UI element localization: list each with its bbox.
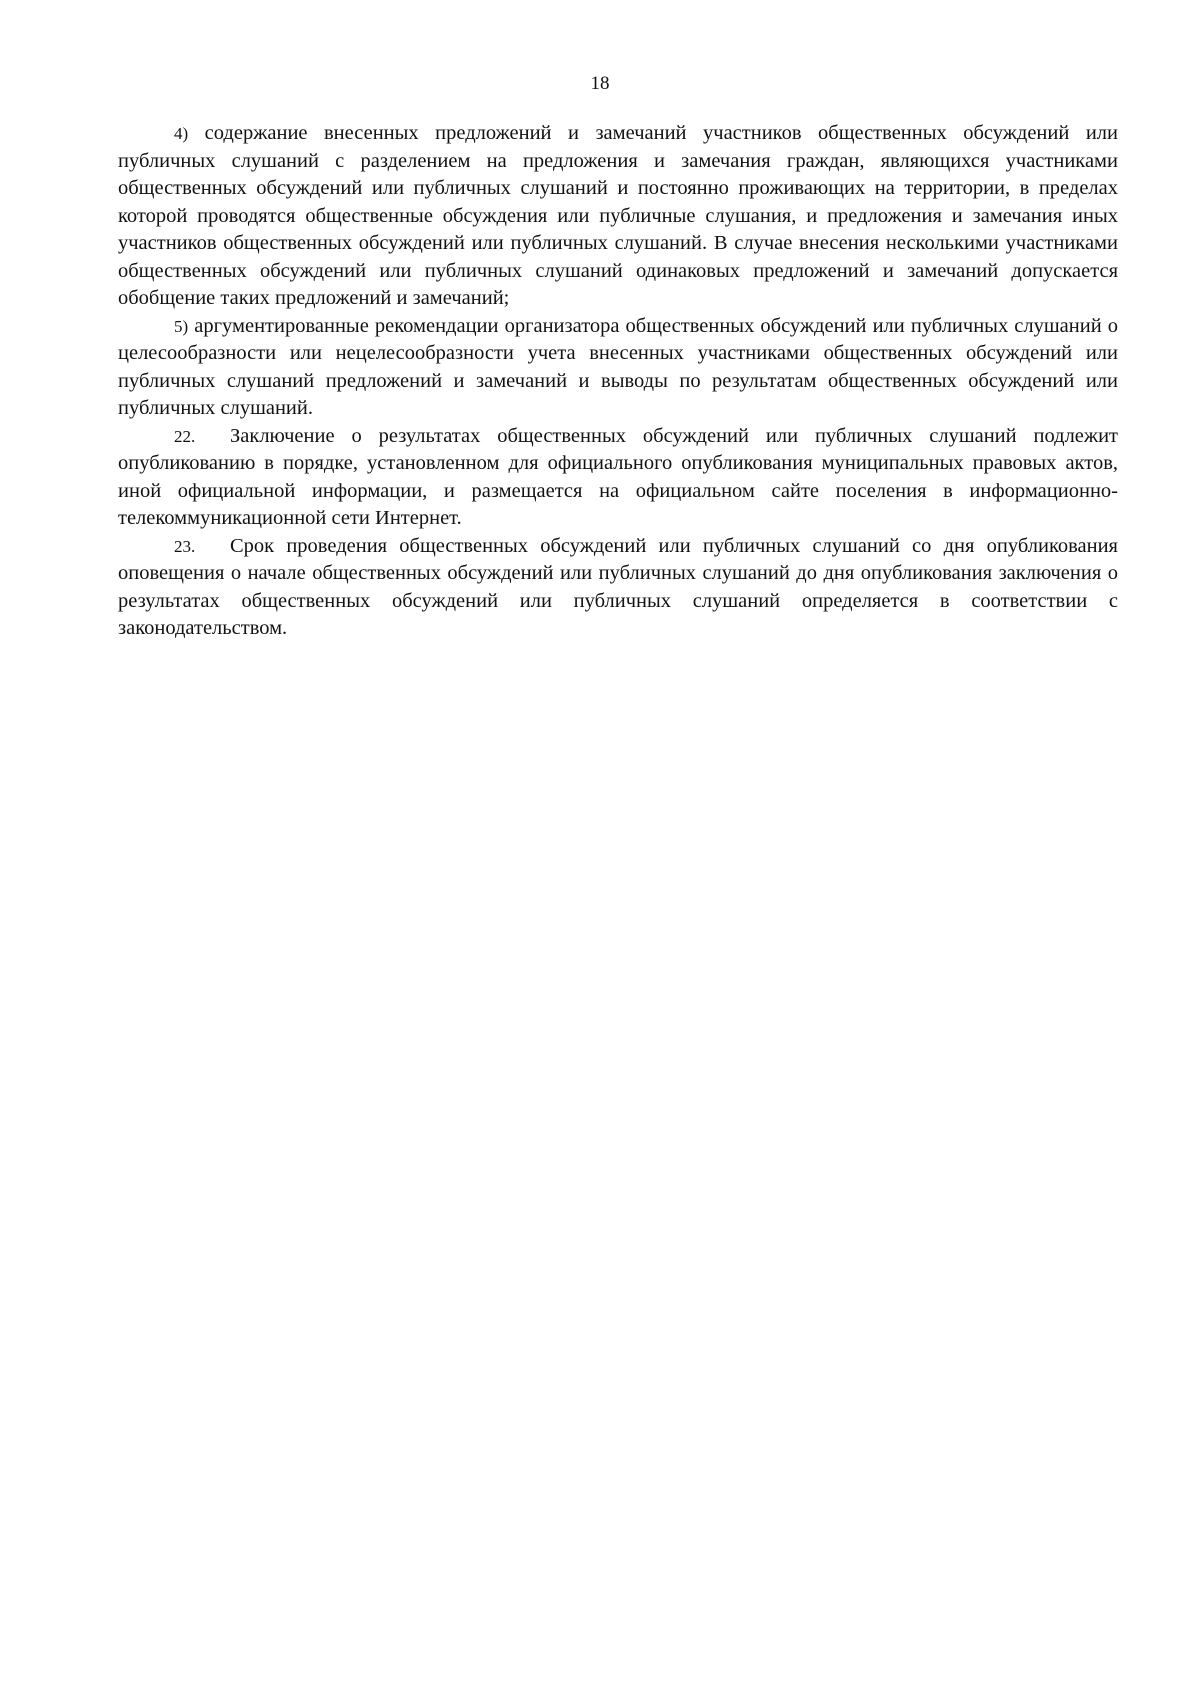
- clause-23-text: Срок проведения общественных обсуждений или публичных слушаний со дня опубликования оповещения о начале общественных обсуждений или публичных слушаний до дня опубликования заключения о результатах общественных обсуждений или публичных слушаний определяется в соответствии с законодательством.: [118, 534, 1118, 639]
- subitem-5-marker: 5): [174, 316, 189, 336]
- subitem-5: [118, 313, 1118, 423]
- clause-22-number: 22.: [174, 426, 196, 446]
- clause-23: [118, 533, 1118, 643]
- subitem-5-text: аргументированные рекомендации организатора общественных обсуждений или публичных слушаний о целесообразности или нецелесообразности учета внесенных участниками общественных обсуждений или публичных слушаний предложений и замечаний и выводы по результатам общественных обсуждений или публичных слушаний.: [118, 314, 1118, 419]
- subitem-4-text: содержание внесенных предложений и замечаний участников общественных обсуждений или публичных слушаний с разделением на предложения и замечания граждан, являющихся участниками общественных обсуждений или публичных слушаний и постоянно проживающих на территории, в пределах которой проводятся общественные обсуждения или публичные слушания, и предложения и замечания иных участников общественных обсуждений или публичных слушаний. В случае внесения несколькими участниками общественных обсуждений или публичных слушаний одинаковых предложений и замечаний допускается обобщение таких предложений и замечаний;: [118, 122, 1119, 309]
- document-body: [118, 120, 1118, 643]
- subitem-4: [118, 120, 1118, 313]
- subitem-4-marker: 4): [174, 124, 189, 143]
- page-number: 18: [590, 73, 610, 94]
- clause-23-number: 23.: [174, 536, 196, 556]
- clause-22: [118, 423, 1118, 533]
- clause-22-text: Заключение о результатах общественных обсуждений или публичных слушаний подлежит опубликованию в порядке, установленном для официального опубликования муниципальных правовых актов, иной официальной информации, и размещается на официальном сайте поселения в информационно-телекоммуникационной сети Интернет.: [118, 424, 1118, 529]
